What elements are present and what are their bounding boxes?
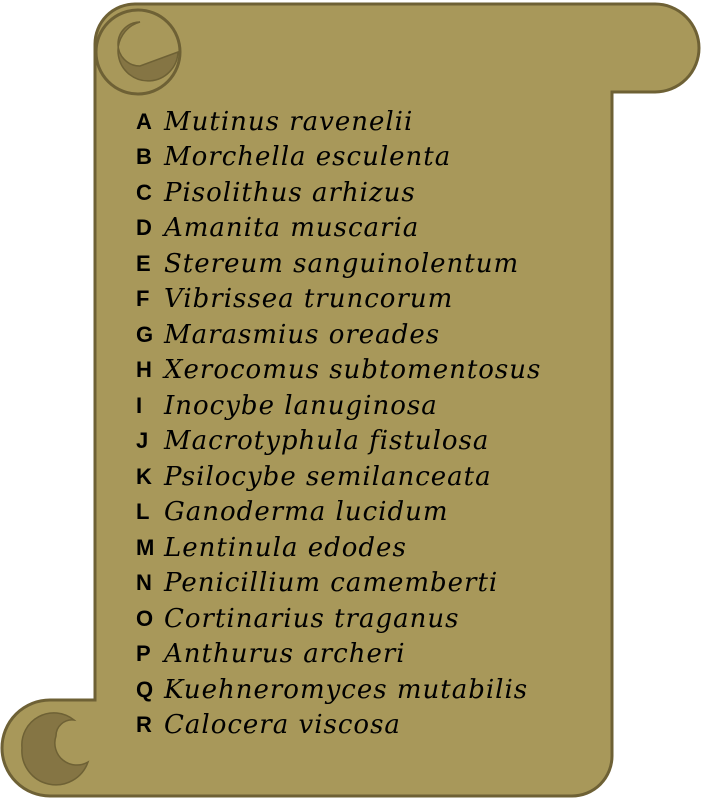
species-name: Xerocomus subtomentosus xyxy=(164,355,542,386)
species-item-h xyxy=(136,353,596,389)
species-name: Pisolithus arhizus xyxy=(164,177,416,208)
species-name: Morchella esculenta xyxy=(164,142,452,173)
species-name: Anthurus archeri xyxy=(164,639,406,670)
species-letter: H xyxy=(136,357,152,383)
species-item-r xyxy=(136,708,596,744)
species-letter: R xyxy=(136,712,152,738)
species-item-n xyxy=(136,566,596,602)
species-letter: N xyxy=(136,570,152,596)
species-letter: I xyxy=(136,392,143,418)
species-item-g xyxy=(136,317,596,353)
species-letter: M xyxy=(136,534,155,560)
species-name: Penicillium camemberti xyxy=(164,568,499,599)
species-item-c xyxy=(136,175,596,211)
species-letter: B xyxy=(136,144,152,170)
species-name: Vibrissea truncorum xyxy=(164,284,454,315)
species-name: Mutinus ravenelii xyxy=(164,106,414,137)
species-item-m xyxy=(136,530,596,566)
species-item-a xyxy=(136,104,596,140)
species-letter: Q xyxy=(136,676,154,702)
species-item-l xyxy=(136,495,596,531)
species-name: Cortinarius traganus xyxy=(164,603,460,634)
species-item-j xyxy=(136,424,596,460)
species-name: Macrotyphula fistulosa xyxy=(164,426,490,457)
species-letter: E xyxy=(136,250,151,276)
species-name: Marasmius oreades xyxy=(164,319,441,350)
species-name: Kuehneromyces mutabilis xyxy=(164,674,529,705)
species-name: Calocera viscosa xyxy=(164,710,401,741)
species-name: Psilocybe semilanceata xyxy=(164,461,492,492)
species-letter: P xyxy=(136,641,151,667)
species-name: Inocybe lanuginosa xyxy=(164,390,438,421)
species-name: Amanita muscaria xyxy=(164,213,420,244)
species-letter: C xyxy=(136,179,152,205)
species-item-o xyxy=(136,601,596,637)
species-item-k xyxy=(136,459,596,495)
species-letter: J xyxy=(136,428,149,454)
species-letter: L xyxy=(136,499,150,525)
species-item-d xyxy=(136,211,596,247)
species-letter: A xyxy=(136,108,152,134)
species-list xyxy=(136,104,596,743)
species-item-e xyxy=(136,246,596,282)
species-item-b xyxy=(136,140,596,176)
species-item-f xyxy=(136,282,596,318)
species-name: Ganoderma lucidum xyxy=(164,497,449,528)
species-item-p xyxy=(136,637,596,673)
species-name: Lentinula edodes xyxy=(164,532,407,563)
species-letter: G xyxy=(136,321,154,347)
species-name: Stereum sanguinolentum xyxy=(164,248,520,279)
species-letter: K xyxy=(136,463,152,489)
species-letter: D xyxy=(136,215,152,241)
species-letter: F xyxy=(136,286,150,312)
species-letter: O xyxy=(136,605,154,631)
species-item-i xyxy=(136,388,596,424)
species-item-q xyxy=(136,672,596,708)
